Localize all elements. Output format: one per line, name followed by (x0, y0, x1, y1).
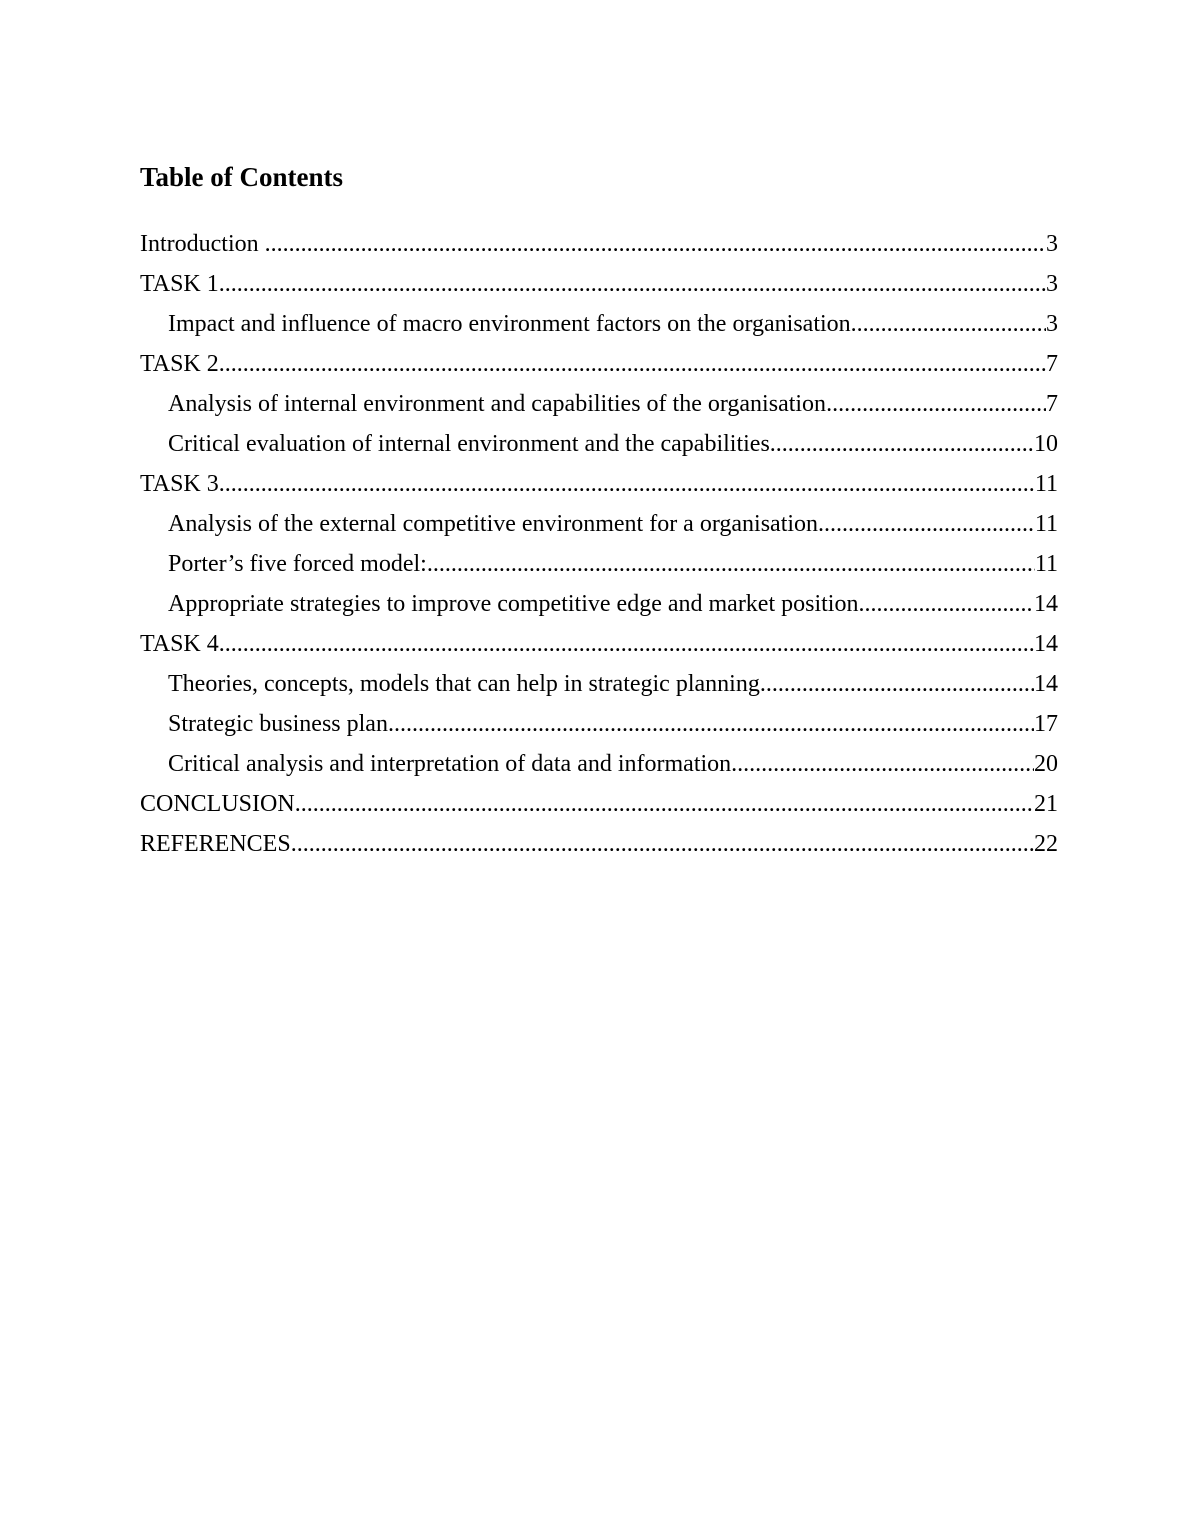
toc-dot-leader (291, 824, 1034, 864)
toc-entry-critical-analysis-data[interactable] (140, 744, 1058, 784)
toc-entry-appropriate-strategies[interactable] (140, 584, 1058, 624)
toc-dot-leader (219, 264, 1046, 304)
toc-entry-page: 14 (1034, 631, 1058, 657)
toc-entry-label: Critical analysis and interpretation of data and information (168, 751, 732, 777)
toc-dot-leader (826, 384, 1046, 424)
toc-dot-leader (295, 784, 1034, 824)
toc-entry-label: Strategic business plan (168, 711, 388, 737)
toc-entry-conclusion[interactable] (140, 784, 1058, 824)
toc-dot-leader (219, 344, 1046, 384)
toc-entry-theories-concepts-models[interactable] (140, 664, 1058, 704)
toc-entry-label: Porter’s five forced model: (168, 551, 427, 577)
toc-entry-page: 11 (1034, 471, 1058, 497)
toc-entry-label: TASK 1 (140, 271, 219, 297)
toc-entry-impact-macro-environment[interactable] (140, 304, 1058, 344)
table-of-contents (140, 224, 1058, 864)
toc-entry-page: 14 (1034, 591, 1058, 617)
toc-dot-leader (851, 304, 1046, 344)
toc-section (140, 160, 1058, 864)
toc-entry-label: TASK 3 (140, 471, 219, 497)
toc-entry-analysis-external-competitive[interactable] (140, 504, 1058, 544)
toc-entry-task-4[interactable] (140, 624, 1058, 664)
toc-dot-leader (858, 584, 1034, 624)
toc-entry-page: 11 (1034, 551, 1058, 577)
toc-entry-label: Theories, concepts, models that can help in strategic planning (168, 671, 760, 697)
toc-entry-page: 10 (1034, 431, 1058, 457)
toc-entry-label: Appropriate strategies to improve competitive edge and market position (168, 591, 859, 617)
toc-entry-critical-evaluation[interactable] (140, 424, 1058, 464)
toc-dot-leader (219, 624, 1034, 664)
toc-entry-page: 11 (1034, 511, 1058, 537)
toc-entry-task-1[interactable] (140, 264, 1058, 304)
toc-entry-page: 14 (1034, 671, 1058, 697)
toc-entry-task-2[interactable] (140, 344, 1058, 384)
toc-entry-label: Analysis of internal environment and capabilities of the organisation (168, 391, 827, 417)
toc-entry-label: Introduction (140, 231, 265, 257)
toc-dot-leader (388, 704, 1034, 744)
toc-entry-page: 7 (1046, 351, 1058, 377)
toc-dot-leader (265, 224, 1046, 264)
toc-entry-page: 3 (1046, 311, 1058, 337)
toc-entry-analysis-internal-environment[interactable] (140, 384, 1058, 424)
toc-dot-leader (818, 504, 1035, 544)
toc-entry-references[interactable] (140, 824, 1058, 864)
toc-entry-introduction[interactable] (140, 224, 1058, 264)
toc-entry-page: 17 (1034, 711, 1058, 737)
toc-dot-leader (219, 464, 1035, 504)
toc-entry-page: 21 (1034, 791, 1058, 817)
page-title: Table of Contents (140, 162, 344, 192)
toc-dot-leader (427, 544, 1035, 584)
toc-entry-page: 7 (1046, 391, 1058, 417)
toc-dot-leader (760, 664, 1034, 704)
toc-entry-page: 3 (1046, 231, 1058, 257)
toc-entry-label: Analysis of the external competitive environment for a organisation (168, 511, 819, 537)
toc-entry-label: Impact and influence of macro environment factors on the organisation (168, 311, 851, 337)
toc-entry-label: CONCLUSION (140, 791, 295, 817)
toc-entry-porters-five-forced-model[interactable] (140, 544, 1058, 584)
toc-entry-label: REFERENCES (140, 831, 291, 857)
toc-dot-leader (731, 744, 1034, 784)
toc-entry-page: 3 (1046, 271, 1058, 297)
toc-entry-task-3[interactable] (140, 464, 1058, 504)
toc-entry-page: 20 (1034, 751, 1058, 777)
toc-dot-leader (770, 424, 1034, 464)
toc-entry-label: Critical evaluation of internal environment and the capabilities (168, 431, 770, 457)
toc-entry-strategic-business-plan[interactable] (140, 704, 1058, 744)
toc-entry-label: TASK 2 (140, 351, 219, 377)
toc-entry-label: TASK 4 (140, 631, 219, 657)
toc-entry-page: 22 (1034, 831, 1058, 857)
